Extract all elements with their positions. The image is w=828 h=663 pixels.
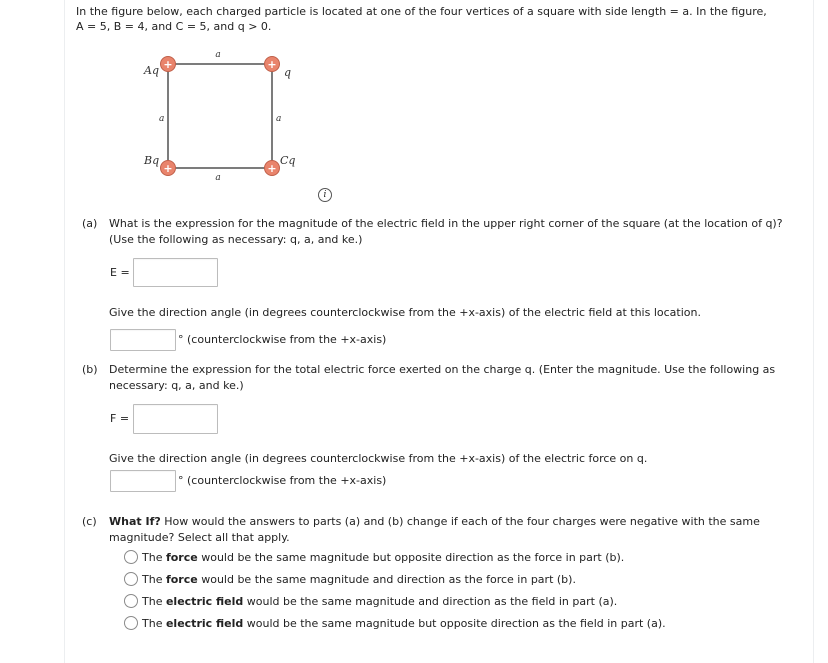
label-aq: Aq	[144, 64, 159, 77]
part-a-hint: (Use the following as necessary: q, a, and ke.)	[109, 233, 363, 246]
side-label-bottom: a	[215, 173, 221, 183]
problem-line-2: A = 5, B = 4, and C = 5, and q > 0.	[76, 20, 272, 33]
charge-tr-marker	[265, 57, 280, 72]
what-if-label: What If?	[109, 515, 161, 528]
part-a-direction-prompt: Give the direction angle (in degrees counterclockwise from the +x-axis) of the electric field at this location.	[109, 306, 701, 319]
plus-bl: +	[163, 162, 173, 175]
f-label: F =	[110, 412, 130, 425]
part-a-question: What is the expression for the magnitude of the electric field in the upper right corner of the square (at the location of q)?	[109, 217, 783, 230]
side-label-right: a	[276, 114, 282, 124]
f-angle-input[interactable]	[110, 470, 176, 492]
e-angle-unit: ° (counterclockwise from the +x-axis)	[178, 333, 387, 346]
e-field-input[interactable]	[133, 258, 218, 287]
label-bq: Bq	[144, 154, 160, 167]
part-a-tag: (a)	[82, 217, 98, 230]
plus-br: +	[267, 162, 277, 175]
charge-bl-marker	[161, 161, 176, 176]
side-label-top: a	[215, 50, 221, 60]
label-cq: Cq	[280, 154, 296, 167]
part-c-question-rest: How would the answers to parts (a) and (b) change if each of the four charges were negative with the same	[160, 515, 760, 528]
option-4-radio[interactable]	[124, 616, 138, 630]
info-icon[interactable]: i	[318, 188, 332, 202]
part-b-question: Determine the expression for the total electric force exerted on the charge q. (Enter the magnitude. Use the following as	[109, 363, 776, 376]
part-b-direction-prompt: Give the direction angle (in degrees counterclockwise from the +x-axis) of the electric force on q.	[109, 452, 648, 465]
f-field-input[interactable]	[133, 404, 218, 434]
f-angle-unit: ° (counterclockwise from the +x-axis)	[178, 474, 387, 487]
option-2-label[interactable]: The force would be the same magnitude and direction as the force in part (b).	[142, 573, 576, 586]
option-1-radio[interactable]	[124, 550, 138, 564]
option-3-label[interactable]: The electric field would be the same magnitude and direction as the field in part (a).	[142, 595, 618, 608]
square-figure	[130, 42, 320, 192]
problem-line-1: In the figure below, each charged particle is located at one of the four vertices of a square with side length = a. In the figure,	[76, 5, 767, 18]
option-4-label[interactable]: The electric field would be the same magnitude but opposite direction as the field in part (a).	[142, 617, 666, 630]
side-label-left: a	[159, 114, 165, 124]
part-c-question-line2: magnitude? Select all that apply.	[109, 531, 290, 544]
e-angle-input[interactable]	[110, 329, 176, 351]
plus-tr: +	[267, 58, 277, 71]
option-2-radio[interactable]	[124, 572, 138, 586]
part-b-tag: (b)	[82, 363, 98, 376]
plus-tl: +	[163, 58, 173, 71]
e-label: E =	[110, 266, 130, 279]
charge-tl-marker	[161, 57, 176, 72]
part-c-question	[109, 515, 760, 528]
part-b-hint: necessary: q, a, and ke.)	[109, 379, 244, 392]
option-3-radio[interactable]	[124, 594, 138, 608]
part-c-tag: (c)	[82, 515, 97, 528]
option-1-label[interactable]: The force would be the same magnitude but opposite direction as the force in part (b).	[142, 551, 625, 564]
square-outline	[168, 64, 272, 168]
label-q: q	[284, 66, 292, 79]
charge-br-marker	[265, 161, 280, 176]
